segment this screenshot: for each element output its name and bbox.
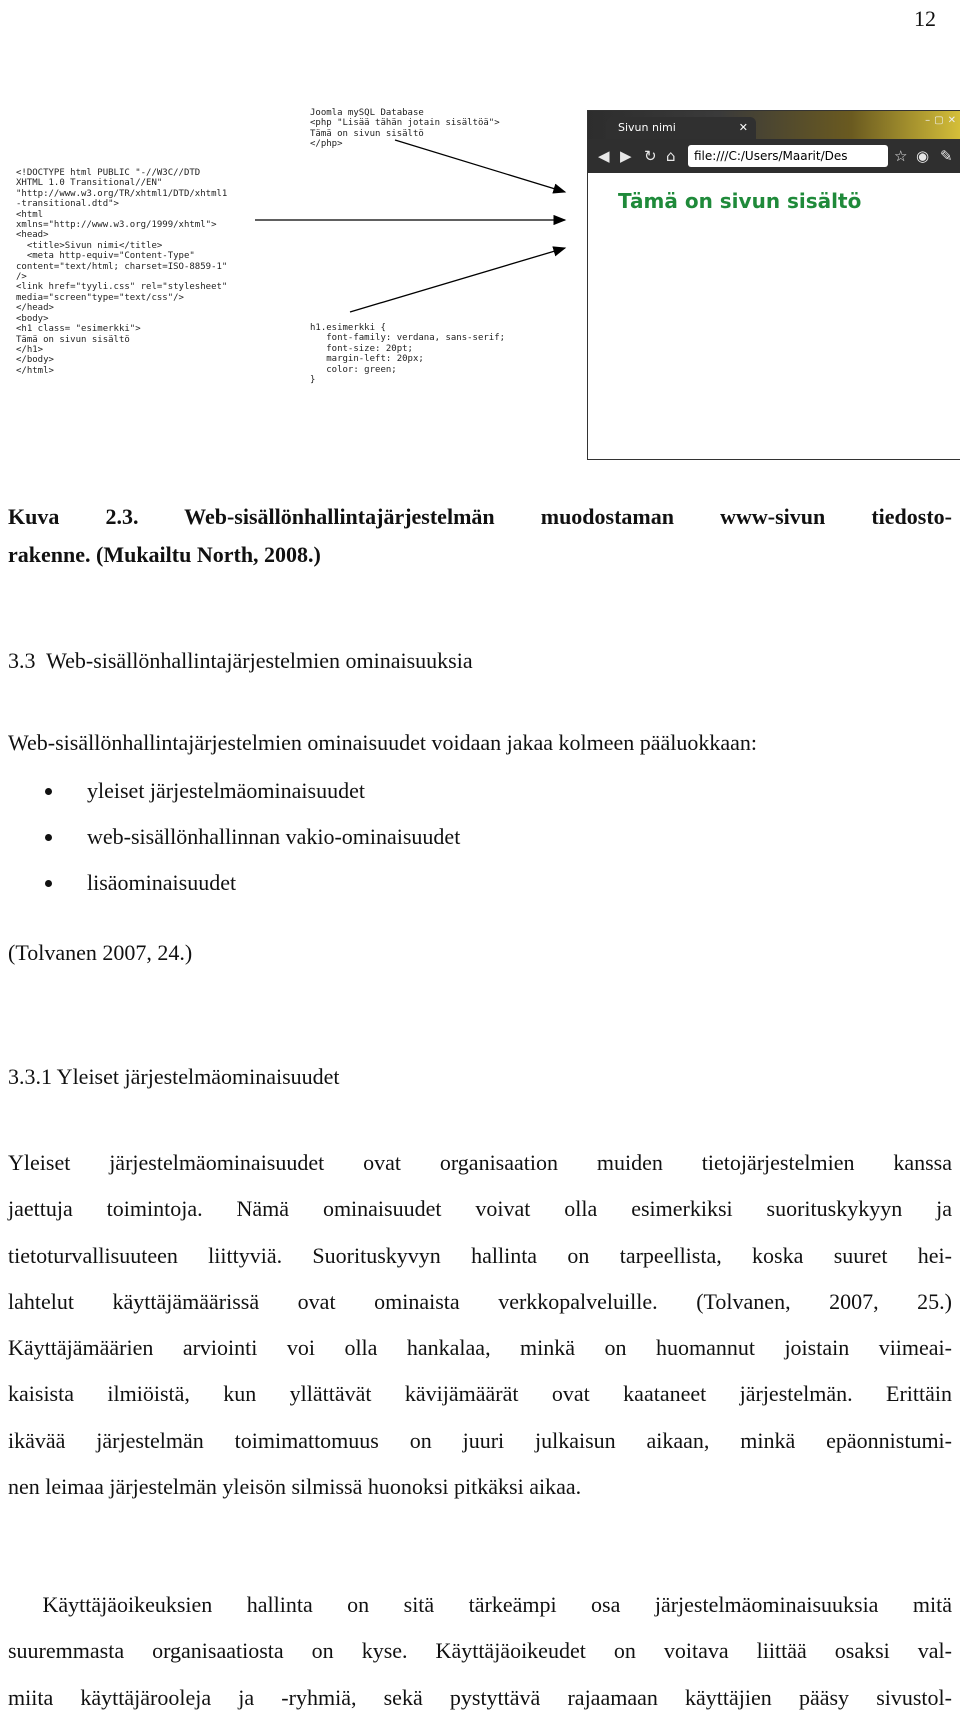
paragraph-1 — [8, 1140, 952, 1510]
page-number: 12 — [914, 6, 936, 31]
forward-icon[interactable]: ▶ — [620, 147, 632, 165]
star-icon[interactable]: ☆ — [894, 147, 908, 165]
arrow-php — [395, 140, 565, 192]
wrench-icon[interactable]: ✎ — [940, 147, 953, 165]
minimize-icon[interactable]: – — [925, 115, 935, 126]
address-bar[interactable]: file:///C:/Users/Maarit/Des — [688, 145, 888, 167]
browser-toolbar — [588, 139, 960, 173]
paragraph-line: Käyttäjäoikeuksien hallinta on sitä tärkeämpi osa järjestelmäominaisuuksia mitä — [8, 1592, 952, 1617]
maximize-icon[interactable]: ▢ — [934, 115, 948, 126]
close-window-icon[interactable]: ✕ — [947, 115, 960, 126]
bullet-icon — [45, 880, 52, 887]
paragraph-line: jaettuja toimintoja. Nämä ominaisuudet voivat olla esimerkiksi suorituskykyyn ja — [8, 1196, 952, 1222]
browser-titlebar — [588, 111, 960, 139]
list-item: web-sisällönhallinnan vakio-ominaisuudet — [45, 824, 460, 870]
window-controls[interactable] — [925, 115, 960, 126]
arrow-css — [350, 248, 565, 312]
php-source-code: Joomla mySQL Database <php "Lisää tähän jotain sisältöä"> Tämä on sivun sisältö </php> — [310, 108, 500, 150]
figure-caption — [8, 498, 952, 574]
close-icon[interactable]: ✕ — [738, 121, 748, 134]
subsection-heading: 3.3.1 Yleiset järjestelmäominaisuudet — [8, 1064, 340, 1089]
bullet-icon — [45, 834, 52, 841]
figure-cms-structure — [10, 100, 960, 460]
paragraph-line: Yleiset järjestelmäominaisuudet ovat organisaation muiden tietojärjestelmien kanssa — [8, 1150, 952, 1175]
list-item: lisäominaisuudet — [45, 870, 460, 916]
intro-text: Web-sisällönhallintajärjestelmien ominaisuudet voidaan jakaa kolmeen pääluokkaan: — [8, 730, 758, 755]
paragraph-line: miita käyttäjärooleja ja -ryhmiä, sekä pystyttävä rajaamaan käyttäjien pääsy sivustol- — [8, 1684, 952, 1710]
citation: (Tolvanen 2007, 24.) — [8, 940, 193, 965]
home-icon[interactable]: ⌂ — [666, 147, 676, 165]
css-source-code: h1.esimerkki { font-family: verdana, sans-serif; font-size: 20pt; margin-left: 20px; color: green; } — [310, 323, 506, 386]
bullet-list — [45, 778, 460, 916]
back-icon[interactable]: ◀ — [598, 147, 610, 165]
list-item: yleiset järjestelmäominaisuudet — [45, 778, 460, 824]
caption-line: Kuva 2.3. Web-sisällönhallintajärjestelmän muodostaman www-sivun tiedosto- — [8, 504, 952, 529]
browser-content — [588, 173, 960, 459]
html-source-code: <!DOCTYPE html PUBLIC "-//W3C//DTD XHTML 1.0 Transitional//EN" "http://www.w3.org/TR/xhtml1/DTD/xhtml1 -transitional.dtd"> <html xmlns="http://www.w3.org/1999/xhtml"> <head> <title>Sivun nimi</title> <meta http-equiv="Content-Type" content="text/html; charset=ISO-8859-1" /> <link href="tyyli.css" rel="stylesheet" media="screen"type="text/css"/> </head> <body> <h1 class= "esimerkki"> Tämä on sivun sisältö </h1> </body> </html> — [16, 168, 228, 376]
browser-window — [587, 110, 960, 460]
paragraph-line: ikävää järjestelmän toimimattomuus on juuri julkaisun aikaan, minkä epäonnistumi- — [8, 1427, 952, 1453]
browser-page-heading: Tämä on sivun sisältö — [618, 189, 862, 213]
browser-tab[interactable] — [606, 117, 756, 139]
browser-tab-title: Sivun nimi — [618, 121, 676, 134]
paragraph-line: suuremmasta organisaatiosta on kyse. Käyttäjäoikeudet on voitava liittää osaksi val- — [8, 1638, 952, 1664]
caption-line: rakenne. (Mukailtu North, 2008.) — [8, 542, 321, 567]
section-heading: 3.3 Web-sisällönhallintajärjestelmien ominaisuuksia — [8, 648, 473, 673]
paragraph-line: Käyttäjämäärien arviointi voi olla hankalaa, minkä on huomannut joistain viimeai- — [8, 1335, 952, 1361]
reload-icon[interactable]: ↻ — [644, 147, 657, 165]
paragraph-line: nen leimaa järjestelmän yleisön silmissä huonoksi pitkäksi aikaa. — [8, 1474, 582, 1500]
paragraph-2 — [8, 1582, 952, 1721]
extension-icon[interactable]: ◉ — [916, 147, 930, 165]
bullet-icon — [45, 788, 52, 795]
paragraph-line: tietoturvallisuuteen liittyviä. Suorituskyvyn hallinta on tarpeellista, koska suuret hei- — [8, 1242, 952, 1268]
paragraph-line: kaisista ilmiöistä, kun yllättävät kävijämäärät ovat kaataneet järjestelmän. Erittäin — [8, 1381, 952, 1407]
paragraph-line: lahtelut käyttäjämäärissä ovat ominaista verkkopalveluille. (Tolvanen, 2007, 25.) — [8, 1288, 952, 1314]
